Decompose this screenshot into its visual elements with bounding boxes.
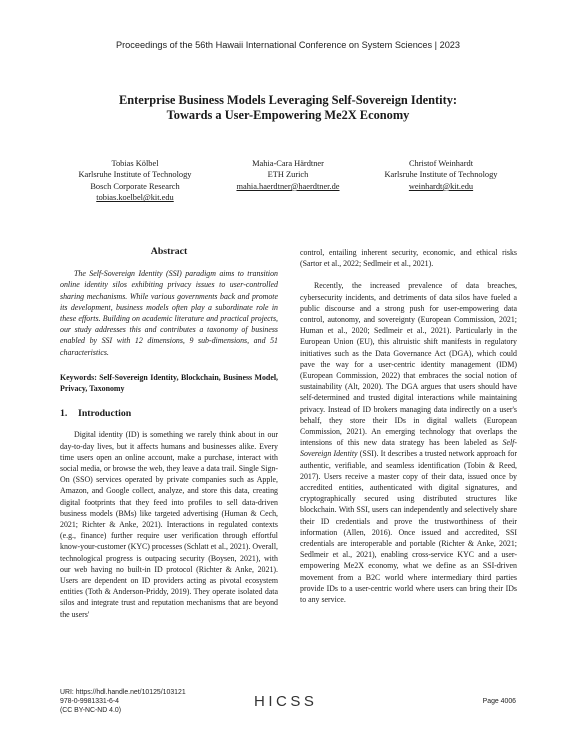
- title-line-2: Towards a User-Empowering Me2X Economy: [166, 108, 410, 122]
- proceedings-header: Proceedings of the 56th Hawaii International Conference on System Sciences | 2023: [115, 40, 461, 50]
- author-affiliation: Karlsruhe Institute of Technology: [78, 170, 192, 180]
- left-column: [60, 246, 278, 620]
- author-affiliation: Karlsruhe Institute of Technology: [384, 170, 498, 180]
- intro-paragraph-2: [300, 280, 517, 605]
- abstract-heading: Abstract: [150, 246, 188, 257]
- author-email-link[interactable]: weinhardt@kit.edu: [408, 181, 474, 191]
- intro-paragraph-1-continued: control, entailing inherent security, economic, and ethical risks (Sartor et al., 2022; Sedlmeir et al., 2021).: [300, 248, 517, 269]
- author-2: [213, 158, 363, 204]
- title-line-1: Enterprise Business Models Leveraging Self-Sovereign Identity:: [118, 93, 458, 107]
- author-name: Christof Weinhardt: [408, 159, 474, 168]
- keywords: [60, 372, 278, 394]
- footer-isbn: 978-0-9981331-6-4: [60, 698, 119, 706]
- author-email-link[interactable]: tobias.koelbel@kit.edu: [96, 193, 174, 203]
- author-affiliation: ETH Zurich: [267, 170, 309, 180]
- page-number: Page 4006: [482, 698, 516, 705]
- section-number: 1.: [60, 408, 68, 420]
- section-title: Introduction: [78, 408, 132, 420]
- author-affiliation: Bosch Corporate Research: [90, 181, 180, 191]
- author-email-link[interactable]: mahia.haerdtner@haerdtner.de: [236, 181, 340, 191]
- intro-paragraph-1: Digital identity (ID) is something we rarely think about in our day-to-day lives, but it affects humans and businesses alike. Every time users open an online account, make a purchase, interact with social media, or browse the web, they leave a data trail. Single Sign-On (SSO) services operated by private companies such as Apple, Amazon, and Google collect, analyze, and store this data, creating digital footprints that they feed into profiles to sell data-driven business models (BMs) like targeted advertising (Human & Cech, 2021; Richter & Anke, 2021). Interactions in regulated contexts (e.g., finance) further require user verification through effortful know-your-customer (KYC) processes (Schlatt et al., 2021). Overall, technological progress is outpacing security (Boysen, 2021), with our web having no built-in ID protocol (Richter & Anke, 2021). Users are dependent on ID providers acting as pivotal ecosystem entities (Toth & Anderson-Priddy, 2019). They operate isolated data silos and integrate trust and reputation mechanisms that are beyond the users': [60, 430, 278, 619]
- footer-license: (CC BY-NC-ND 4.0): [60, 707, 122, 715]
- author-name: Mahia-Cara Härdtner: [252, 159, 324, 168]
- paragraph-2-part-a: Recently, the increased prevalence of data breaches, cybersecurity incidents, and detriments of data silos have fueled a public discourse and a strong push for user-empowering data control, autonomy, and sovereignty (European Commission, 2021; Human et al., 2020; Sedlmeir et al., 2021). Particularly in the European Union (EU), this altruistic shift manifests in regulatory initiatives such as the Data Governance Act (DGA), which could pave the way for a user-centric identity management (IDM) (European Commission, 2022) that embraces the social notion of sustainability (Alt, 2020). The DGA argues that users should have self-determined and trusted digital interactions while maintaining privacy. Instead of ID brokers managing data indirectly on a user's behalf, they store their IDs in digital wallets (European Commission, 2021). An emerging technology that overlaps the intensions of this new data strategy has been labeled as: [300, 281, 517, 448]
- author-1: [60, 158, 210, 204]
- footer-publication-info: [60, 688, 186, 716]
- section-heading-introduction: [60, 408, 278, 419]
- paragraph-2-part-b: (SSI). It describes a trusted network approach for authentic, verifiable, and seamless identification (Tobin & Reed, 2017). Users receive a master copy of their data, issued once by accredited entities, authenticated with digital signatures, and cryptographically secured using distributed structures like blockchain. With SSI, users can independently and selectively share their ID credentials and prove the trustworthiness of their information (Allen, 2016). Once issued and accredited, SSI credentials are interoperable and portable (Richter & Anke, 2021; Sedlmeir et al., 2021), enabling cross-service KYC and a user-empowering Me2X economy, what we define as an SSI-driven movement from a B2C world where intermediary third parties provide IDs to a user-centric world where users can bring their IDs to any service.: [300, 449, 517, 605]
- paper-title: [60, 93, 516, 123]
- keywords-text: Self-Sovereign Identity, Blockchain, Business Model, Privacy, Taxonomy: [60, 372, 278, 394]
- keywords-label: Keywords:: [60, 372, 97, 382]
- abstract-text: The Self-Sovereign Identity (SSI) paradigm aims to transition online identity silos exhibiting privacy issues to user-controlled sharing mechanisms. While various governments back and promote its development, business models often play a subordinate role in these efforts. Building on academic literature and practical projects, our study addresses this and contributes a taxonomy of business enabled by SSI with 12 dimensions, 9 sub-dimensions, and 51 characteristics.: [60, 269, 278, 357]
- hicss-logo: HICSS: [254, 693, 318, 710]
- footer-uri[interactable]: URI: https://hdl.handle.net/10125/103121: [60, 689, 186, 696]
- author-3: [366, 158, 516, 204]
- right-column: [300, 247, 517, 605]
- author-name: Tobias Kölbel: [111, 159, 159, 168]
- ssi-term: Self-Sovereign Identity: [300, 438, 517, 459]
- author-block: [60, 158, 516, 204]
